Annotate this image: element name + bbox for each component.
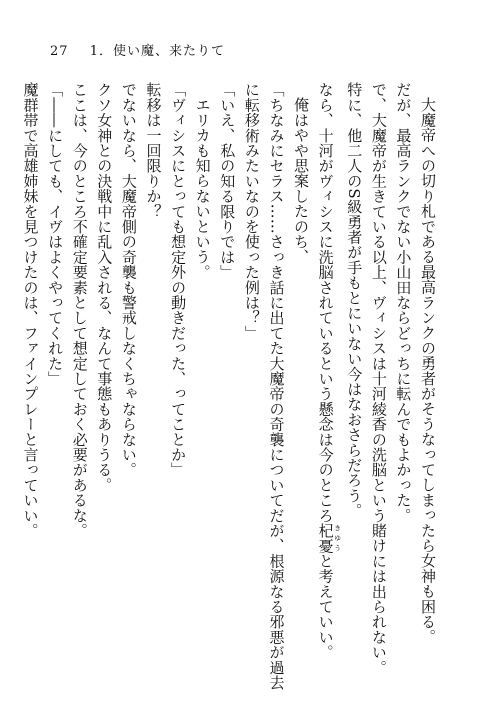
text-line	[313, 82, 342, 692]
text-line: 俺はやや思案したのち、	[292, 97, 311, 265]
text-line: 「――にしても、イヴはよくやってくれた」	[46, 82, 65, 386]
text-line: 特に、他二人のS級勇者が手もとにいない今はなおさらだろう。	[345, 82, 364, 519]
text-line-segment: と考えていい。	[316, 553, 335, 660]
text-line: で、大魔帝が生きている以上、ヴィシスは十河綾香の洗脳という賭けには出られない。	[369, 82, 388, 675]
page-header	[50, 40, 225, 59]
text-line: 「いえ、私の知る限りでは」	[218, 82, 237, 280]
ruby-base: 杞憂	[316, 522, 335, 554]
text-line: だが、最高ランクでない小山田ならどっちに転んでもよかった。	[394, 82, 413, 523]
text-line: 大魔帝への切り札である最高ランクの勇者がそうなってしまったら女神も困る。	[419, 97, 437, 645]
body-text	[21, 82, 440, 692]
text-line-segment: なら、十河がヴィシスに洗脳されているという懸念は今のところ	[316, 82, 335, 523]
text-line: 「ヴィシスにとっても想定外の動きだった、ってことか」	[169, 82, 188, 478]
chapter-title: 1．使い魔、来たりて	[89, 44, 225, 59]
text-line: 「ちなみにセラス……さっき話に出てた大魔帝の奇襲についてだが、根源なる邪悪が過去	[267, 82, 286, 690]
text-line: 転移は一回限りか？	[144, 82, 163, 219]
text-line: でないなら、大魔帝側の奇襲も警戒しなくちゃならない。	[119, 82, 138, 478]
page-number: 27	[50, 44, 69, 59]
ruby-reading: きゆう	[333, 522, 342, 554]
text-line: に転移術みたいなのを使った例は？」	[242, 82, 261, 341]
text-line: 魔群帯で高雄姉妹を見つけたのは、ファインプレーと言っていい。	[21, 82, 40, 538]
text-line: ここは、今のところ不確定要素として想定しておく必要があるな。	[70, 82, 89, 538]
text-line: エリカも知らないという。	[193, 97, 212, 280]
ruby-word	[316, 522, 342, 554]
text-line: クソ女神との決戦中に乱入される、なんて事態もありうる。	[95, 82, 114, 493]
